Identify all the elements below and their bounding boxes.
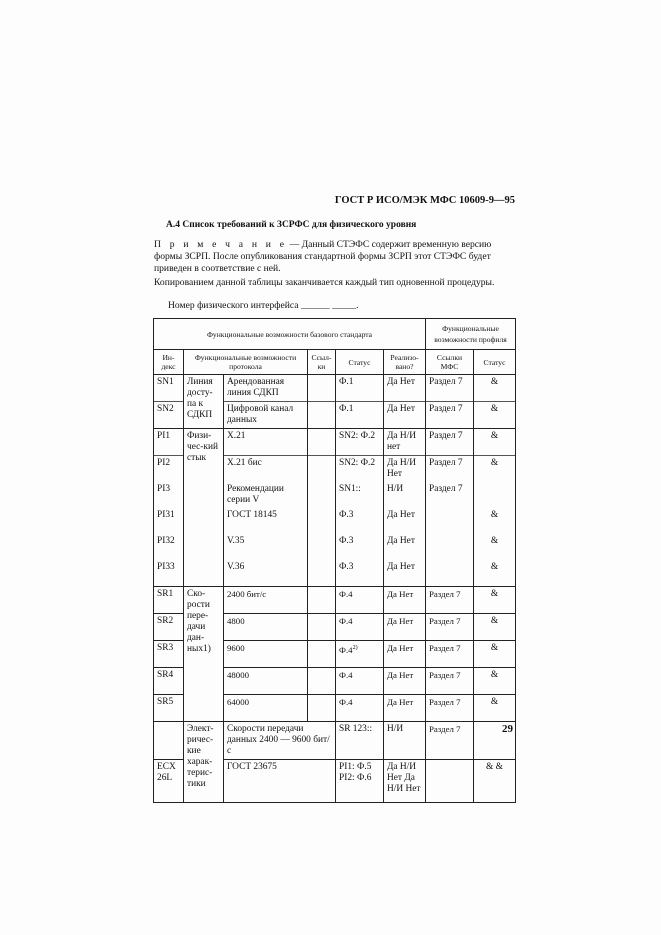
note-paragraph: [154, 239, 514, 275]
cell-profile-status: &: [474, 668, 516, 695]
cell-profile-status: &: [474, 695, 516, 722]
cell-status: Ф.1: [336, 375, 384, 402]
table-row: [154, 722, 516, 760]
cell-profile-status: &: [474, 429, 516, 456]
header-func: Функциональные возможности протокола: [184, 350, 308, 375]
cell-impl: Н/И: [384, 482, 426, 508]
cell-impl: Н/И: [384, 722, 426, 760]
cell-ref: [308, 482, 336, 508]
header-base: Функциональные возможности базового стандарта: [154, 319, 426, 350]
cell-mfs: [426, 760, 474, 803]
cell-impl: Да Н/И Нет: [384, 456, 426, 483]
cell-profile-status: &: [474, 402, 516, 429]
cell-ref: [308, 587, 336, 614]
cell-index: SR4: [154, 668, 184, 695]
cell-profile-status: [474, 482, 516, 508]
cell-ref: [308, 508, 336, 534]
cell-profile-status: &: [474, 508, 516, 534]
header-profile-status: Статус: [474, 350, 516, 375]
cell-group: Ско-рости пере-дачи дан-ных1): [184, 587, 224, 722]
cell-status: [336, 641, 384, 668]
cell-profile-status: &: [474, 534, 516, 560]
cell-ref: [308, 614, 336, 641]
cell-func: 48000: [224, 668, 308, 695]
cell-mfs: Раздел 7: [426, 668, 474, 695]
cell-impl: Да Нет: [384, 508, 426, 534]
cell-mfs: [426, 560, 474, 587]
cell-impl: Да Нет: [384, 402, 426, 429]
cell-impl: Да Нет: [384, 668, 426, 695]
cell-ref: [308, 534, 336, 560]
header-ref: Ссыл-ки: [308, 350, 336, 375]
cell-profile-status: &: [474, 614, 516, 641]
cell-index: PI31: [154, 508, 184, 534]
cell-ref: [308, 402, 336, 429]
header-profile: Функциональные возможности профиля: [426, 319, 516, 350]
note-text: — Данный СТЭФС содержит временную версию формы ЗСРП. После опубликования стандартной формы ЗСРП этот СТЭФС будет приведен в соответствие с ней.: [154, 239, 492, 274]
cell-mfs: Раздел 7: [426, 429, 474, 456]
cell-impl: Да Нет: [384, 695, 426, 722]
cell-profile-status: &: [474, 456, 516, 483]
cell-index: [154, 722, 184, 760]
header-index: Ин-декс: [154, 350, 184, 375]
cell-index: SR2: [154, 614, 184, 641]
cell-index: PI32: [154, 534, 184, 560]
cell-index: SN1: [154, 375, 184, 402]
cell-func: X.21 бис: [224, 456, 308, 483]
copy-paragraph: Копированием данной таблицы заканчивается каждый тип одновенной процедуры.: [154, 277, 495, 288]
cell-index: SN2: [154, 402, 184, 429]
cell-group: Физи-чес-кий стык: [184, 429, 224, 587]
cell-status: SR 123::: [336, 722, 384, 760]
cell-func: Скорости передачи данных 2400 — 9600 бит/с: [224, 722, 336, 760]
cell-status: Ф.4: [336, 695, 384, 722]
cell-status: SN2: Ф.2: [336, 456, 384, 483]
cell-profile-status: &: [474, 641, 516, 668]
cell-ref: [308, 641, 336, 668]
cell-mfs: [426, 534, 474, 560]
cell-status: Ф.3: [336, 508, 384, 534]
cell-ref: [308, 668, 336, 695]
header-status: Статус: [336, 350, 384, 375]
cell-func: V.36: [224, 560, 308, 587]
cell-func: 64000: [224, 695, 308, 722]
cell-ref: [308, 375, 336, 402]
cell-mfs: [426, 508, 474, 534]
table-row: [154, 587, 516, 614]
cell-status: Ф.3: [336, 534, 384, 560]
cell-index: PI3: [154, 482, 184, 508]
cell-impl: Да Нет: [384, 614, 426, 641]
cell-impl: Да Нет: [384, 641, 426, 668]
note-lead: П р и м е ч а н и е: [154, 239, 288, 250]
cell-func: ГОСТ 23675: [224, 760, 336, 803]
cell-mfs: Раздел 7: [426, 375, 474, 402]
cell-func: V.35: [224, 534, 308, 560]
table-row: [154, 375, 516, 402]
cell-status: Ф.4: [336, 668, 384, 695]
cell-mfs: Раздел 7: [426, 695, 474, 722]
header-impl: Реализо-вано?: [384, 350, 426, 375]
interface-label: Номер физического интерфейса ______ _____.: [168, 300, 359, 311]
cell-func: Рекомендации серии V: [224, 482, 308, 508]
cell-index: PI2: [154, 456, 184, 483]
cell-func: 9600: [224, 641, 308, 668]
cell-index: SR1: [154, 587, 184, 614]
cell-status: SN2: Ф.2: [336, 429, 384, 456]
cell-impl: Да Нет: [384, 375, 426, 402]
header-mfs: Ссылки МФС: [426, 350, 474, 375]
cell-mfs: Раздел 7: [426, 456, 474, 483]
cell-ref: [308, 695, 336, 722]
cell-index: SR3: [154, 641, 184, 668]
cell-index: PI33: [154, 560, 184, 587]
document-header: ГОСТ Р ИСО/МЭК МФС 10609-9—95: [334, 195, 515, 206]
cell-mfs: Раздел 7: [426, 722, 474, 760]
cell-profile-status: &: [474, 560, 516, 587]
cell-impl: Да Н/И нет: [384, 429, 426, 456]
cell-ref: [308, 560, 336, 587]
cell-status: SN1::: [336, 482, 384, 508]
cell-mfs: Раздел 7: [426, 402, 474, 429]
cell-mfs: Раздел 7: [426, 482, 474, 508]
footnote-mark: 2): [352, 645, 358, 651]
cell-impl: Да Нет: [384, 560, 426, 587]
page-number: 29: [502, 723, 513, 735]
cell-status: Ф.4: [336, 587, 384, 614]
cell-func: ГОСТ 18145: [224, 508, 308, 534]
cell-group: Элект-ричес-кие харак-терис-тики: [184, 722, 224, 803]
cell-index: ECX 26L: [154, 760, 184, 803]
cell-index: SR5: [154, 695, 184, 722]
cell-func: 2400 бит/с: [224, 587, 308, 614]
cell-mfs: Раздел 7: [426, 641, 474, 668]
cell-impl: Да Нет: [384, 534, 426, 560]
cell-index: PI1: [154, 429, 184, 456]
cell-impl: Да Н/И Нет Да Н/И Нет: [384, 760, 426, 803]
table-row: [154, 429, 516, 456]
cell-func: X.21: [224, 429, 308, 456]
cell-status: PI1: Ф.5 PI2: Ф.6: [336, 760, 384, 803]
cell-status: Ф.3: [336, 560, 384, 587]
cell-ref: [308, 429, 336, 456]
cell-status: Ф.4: [336, 614, 384, 641]
cell-func: Арендованная линия СДКП: [224, 375, 308, 402]
section-title: А.4 Список требований к ЗСРФС для физического уровня: [166, 220, 417, 230]
cell-profile-status: &: [474, 587, 516, 614]
cell-group: Линия досту-па к СДКП: [184, 375, 224, 429]
cell-mfs: Раздел 7: [426, 614, 474, 641]
requirements-table: [153, 318, 516, 803]
cell-func: Цифровой канал данных: [224, 402, 308, 429]
cell-ref: [308, 456, 336, 483]
cell-func: 4800: [224, 614, 308, 641]
cell-profile-status: & &: [474, 760, 516, 803]
cell-impl: Да Нет: [384, 587, 426, 614]
cell-status: Ф.1: [336, 402, 384, 429]
cell-profile-status: &: [474, 375, 516, 402]
cell-mfs: Раздел 7: [426, 587, 474, 614]
cell-status-text: Ф.4: [339, 644, 353, 655]
